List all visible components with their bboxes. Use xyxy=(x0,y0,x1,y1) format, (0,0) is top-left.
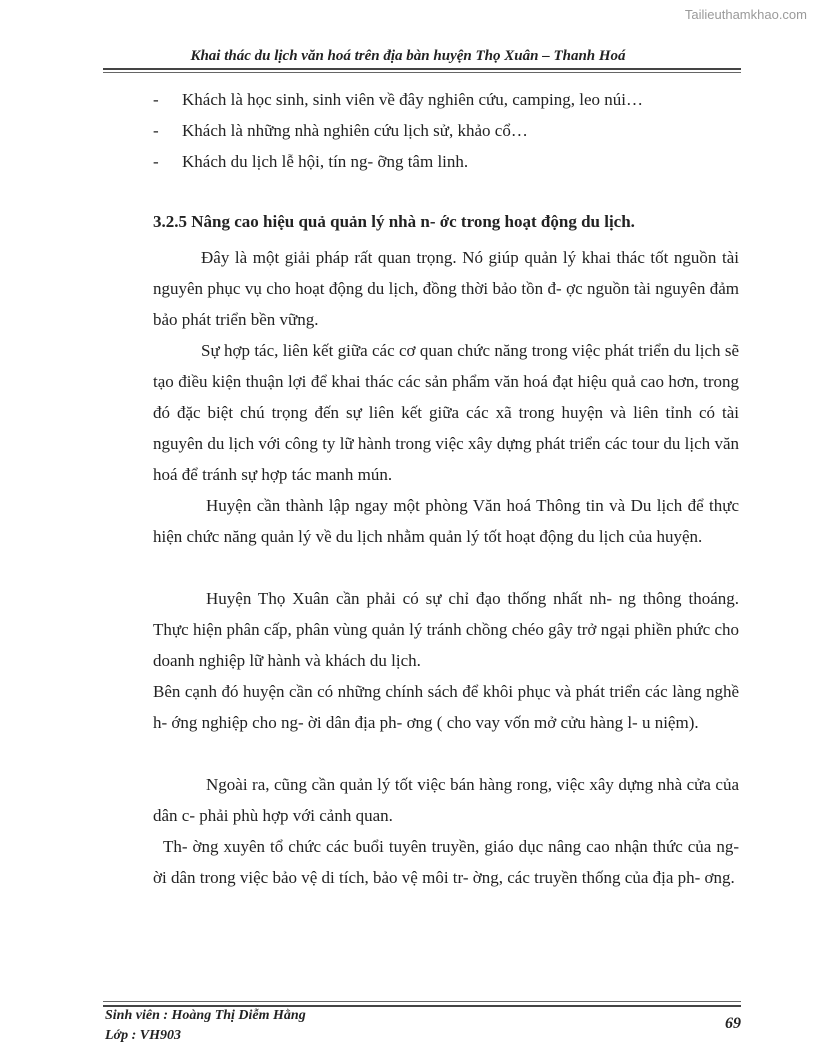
header-rule-thin xyxy=(103,72,741,73)
bullet-dash: - xyxy=(153,121,159,140)
page-number: 69 xyxy=(725,1015,741,1032)
list-item-text: Khách là những nhà nghiên cứu lịch sử, khảo cổ… xyxy=(182,121,528,140)
section-heading: 3.2.5 Nâng cao hiệu quả quản lý nhà n- ớc trong hoạt động du lịch. xyxy=(153,212,635,231)
paragraph: Th- ờng xuyên tổ chức các buổi tuyên truyền, giáo dục nâng cao nhận thức của ng- ời dân trong việc bảo vệ di tích, bảo vệ môi tr- ờng, các truyền thống của địa ph- ơng. xyxy=(153,837,739,887)
running-header-title: Khai thác du lịch văn hoá trên địa bàn huyện Thọ Xuân – Thanh Hoá xyxy=(190,48,626,64)
paragraph: Bên cạnh đó huyện cần có những chính sách để khôi phục và phát triển các làng nghề h- ớng nghiệp cho ng- ời dân địa ph- ơng ( cho vay vốn mở cửu hàng l- u niệm). xyxy=(153,682,739,732)
list-item xyxy=(153,150,743,181)
header-rule-thick xyxy=(103,68,741,70)
paragraph: Ngoài ra, cũng cần quản lý tốt việc bán hàng rong, việc xây dựng nhà cửa của dân c- phải phù hợp với cảnh quan. xyxy=(153,775,739,825)
paragraph: Huyện Thọ Xuân cần phải có sự chỉ đạo thống nhất nh- ng thông thoáng. Thực hiện phân cấp, phân vùng quản lý tránh chồng chéo gây trở ngại phiền phức cho doanh nghiệp lữ hành và khách du lịch. xyxy=(153,589,739,670)
paragraph: Sự hợp tác, liên kết giữa các cơ quan chức năng trong việc phát triển du lịch sẽ tạo điều kiện thuận lợi để khai thác các sản phẩm văn hoá đạt hiệu quả cao hơn, trong đó đặc biệt chú trọng đến sự liên kết giữa các xã trong huyện và liên tỉnh có tài nguyên du lịch với công ty lữ hành trong việc xây dựng phát triển các tour du lịch văn hoá để tránh sự hợp tác manh mún. xyxy=(153,341,739,484)
bullet-dash: - xyxy=(153,90,159,109)
footer-student-name: Sinh viên : Hoàng Thị Diễm Hằng xyxy=(105,1008,306,1023)
bullet-dash: - xyxy=(153,152,159,171)
footer-class: Lớp : VH903 xyxy=(105,1028,181,1043)
list-item-text: Khách là học sinh, sinh viên về đây nghiên cứu, camping, leo núi… xyxy=(182,90,644,109)
bullet-list xyxy=(153,88,743,181)
paragraph: Huyện cần thành lập ngay một phòng Văn hoá Thông tin và Du lịch để thực hiện chức năng quản lý về du lịch nhằm quản lý tốt hoạt động du lịch của huyện. xyxy=(153,496,739,546)
paragraph: Đây là một giải pháp rất quan trọng. Nó giúp quản lý khai thác tốt nguồn tài nguyên phục vụ cho hoạt động du lịch, đồng thời bảo tồn đ- ợc nguồn tài nguyên đảm bảo phát triển bền vững. xyxy=(153,248,739,329)
list-item xyxy=(153,119,743,150)
footer-rule-thick xyxy=(103,1005,741,1007)
footer-rule-thin xyxy=(103,1001,741,1002)
list-item-text: Khách du lịch lễ hội, tín ng- ỡng tâm linh. xyxy=(182,152,469,171)
watermark: Tailieuthamkhao.com xyxy=(684,7,807,22)
list-item xyxy=(153,88,743,119)
